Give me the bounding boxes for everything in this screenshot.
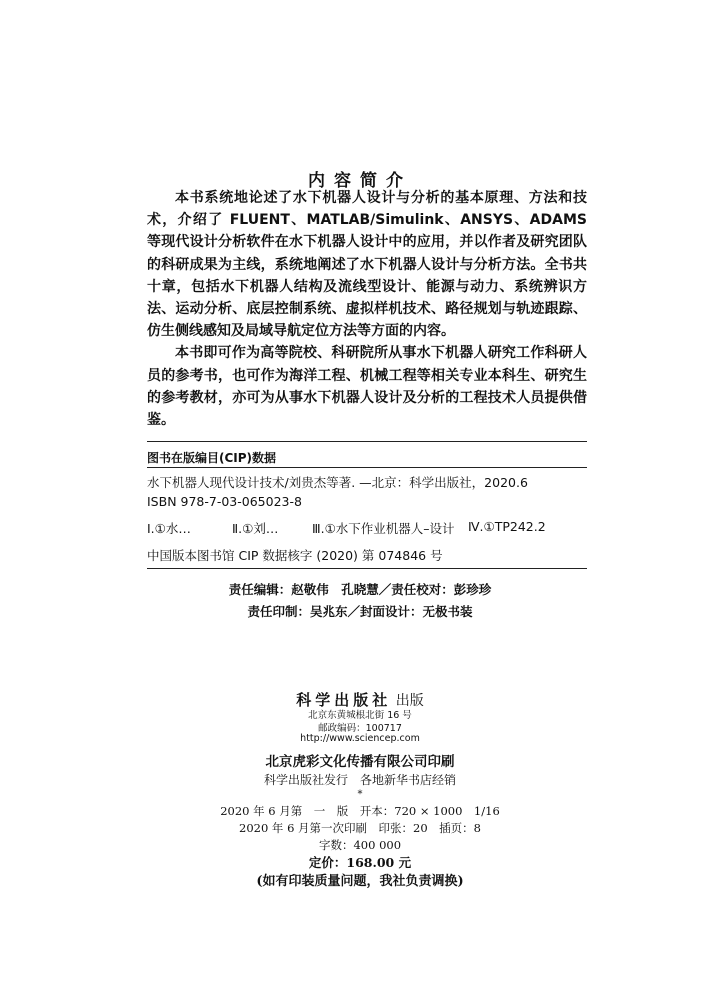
cip-bottom-rule — [147, 568, 587, 569]
cip-class-3: Ⅲ.①水下作业机器人–设计 — [312, 521, 455, 536]
publisher-website: http://www.sciencep.com — [300, 733, 420, 744]
distribution-line: 科学出版社发行 各地新华书店经销 — [263, 773, 456, 787]
printing-line: 2020 年 6 月第一次印刷 印张：20 插页：8 — [239, 821, 481, 835]
publisher-address: 北京东黄城根北街 16 号 — [308, 710, 412, 721]
summary-body — [147, 187, 587, 431]
cip-class-4: Ⅳ.①TP242.2 — [468, 519, 546, 534]
summary-title: 内容简介 — [308, 171, 412, 191]
cip-heading: 图书在版编目(CIP)数据 — [147, 451, 277, 465]
word-count: 字数：400 000 — [318, 838, 402, 852]
cip-isbn: ISBN 978-7-03-065023-8 — [147, 494, 302, 509]
publisher-name: 科学出版社 — [296, 691, 392, 709]
summary-paragraph-1: 本书系统地论述了水下机器人设计与分析的基本原理、方法和技术，介绍了 FLUENT、MATLAB/Simulink、ANSYS、ADAMS 等现代设计分析软件在水下机器人设计中的应用，并以作者及研究团队的科研成果为主线，系统地阐述了水下机器人设计与分析方法。全书共十章，包括水下机器人结构及流线型设计、能源与动力、系统辨识方法、运动分析、底层控制系统、虚拟样机技术、路径规划与轨迹跟踪、仿生侧线感知及局域导航定位方法等方面的内容。 — [147, 190, 587, 340]
cip-top-rule — [147, 441, 587, 442]
cip-heading-rule — [147, 467, 587, 468]
cip-class-1: Ⅰ.①水… — [147, 521, 191, 536]
quality-note: (如有印装质量问题，我社负责调换) — [256, 874, 464, 889]
publisher-suffix: 出版 — [395, 693, 424, 709]
summary-paragraph-2: 本书即可作为高等院校、科研院所从事水下机器人研究工作科研人员的参考书，也可作为海洋工程、机械工程等相关专业本科生、研究生的参考教材，亦可为从事水下机器人设计及分析的工程技术人员提供借鉴。 — [147, 345, 587, 429]
publisher-postcode: 邮政编码：100717 — [318, 723, 402, 734]
cip-record-number: 中国版本图书馆 CIP 数据核字 (2020) 第 074846 号 — [147, 548, 443, 563]
staff-line-2: 责任印制：吴兆东／封面设计：无极书装 — [247, 604, 473, 619]
cip-bibliographic-line: 水下机器人现代设计技术/刘贵杰等著. —北京：科学出版社，2020.6 — [147, 475, 528, 490]
cip-class-2: Ⅱ.①刘… — [232, 521, 279, 536]
edition-line: 2020 年 6 月第 一 版 开本：720 × 1000 1/16 — [220, 804, 500, 818]
separator-star: * — [357, 789, 363, 800]
price-line: 定价：168.00 元 — [308, 855, 412, 870]
staff-line-1: 责任编辑：赵敬伟 孔晓慧／责任校对：彭珍珍 — [228, 582, 492, 597]
printer-line: 北京虎彩文化传播有限公司印刷 — [265, 754, 455, 770]
